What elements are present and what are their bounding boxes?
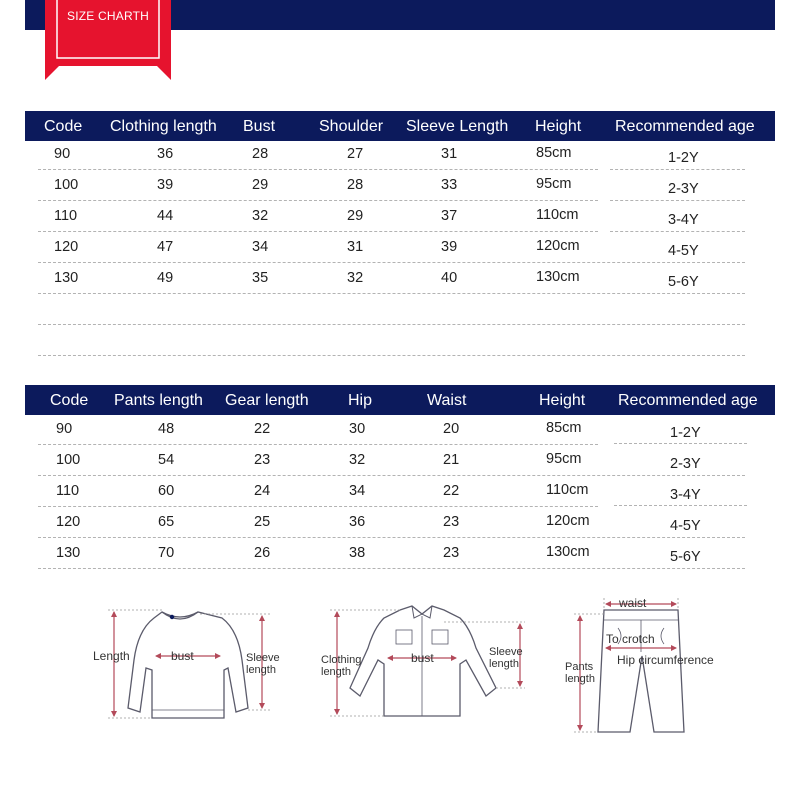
header-code: Code: [50, 392, 89, 409]
table-cell: 120cm: [536, 238, 580, 254]
table-cell: 23: [254, 452, 271, 468]
table-cell: 40: [441, 270, 458, 286]
header-code: Code: [44, 118, 83, 135]
table-cell: 48: [158, 421, 175, 437]
header-hip: Hip: [348, 392, 373, 409]
table-cell: 120: [56, 514, 81, 530]
table-cell: 22: [254, 421, 271, 437]
bottom-table-header: [25, 385, 775, 415]
table-cell: 47: [157, 239, 174, 255]
table-cell: 31: [347, 239, 364, 255]
top-table-header: [25, 111, 775, 141]
row-divider: [38, 293, 745, 294]
table-cell: 130: [54, 270, 79, 286]
table-cell: 26: [254, 545, 271, 561]
table-cell: 24: [254, 483, 271, 499]
table-cell: 3-4Y: [668, 212, 699, 228]
table-cell: 39: [441, 239, 458, 255]
header-height: Height: [535, 118, 582, 135]
table-cell: 65: [158, 514, 175, 530]
row-divider: [610, 231, 745, 232]
table-cell: 85cm: [546, 420, 582, 436]
table-cell: 29: [252, 177, 269, 193]
row-divider: [38, 568, 745, 569]
pants-length-label: Pants length: [565, 661, 595, 685]
row-divider: [38, 506, 598, 507]
header-bust: Bust: [243, 118, 276, 135]
table-cell: 130cm: [546, 544, 590, 560]
table-cell: 90: [54, 146, 71, 162]
table-cell: 34: [349, 483, 366, 499]
table-cell: 23: [443, 545, 460, 561]
row-divider: [38, 324, 745, 325]
table-cell: 28: [347, 177, 364, 193]
table-cell: 44: [157, 208, 174, 224]
header-clothing-length: Clothing length: [110, 118, 217, 135]
shirt-sleeve-label: Sleeve length: [489, 646, 523, 670]
shirt-bust-label: bust: [411, 651, 434, 665]
bottom-size-table: [25, 385, 775, 415]
sweater-length-label: Length: [93, 649, 130, 663]
table-cell: 90: [56, 421, 73, 437]
table-cell: 110: [56, 483, 80, 499]
row-divider: [38, 355, 745, 356]
header-waist: Waist: [427, 392, 467, 409]
row-divider: [38, 475, 745, 476]
table-cell: 25: [254, 514, 271, 530]
table-cell: 100: [56, 452, 81, 468]
pants-hip-label: Hip circumference: [617, 653, 714, 667]
banner-label: SIZE CHARTH: [67, 9, 149, 23]
table-cell: 39: [157, 177, 174, 193]
table-cell: 100: [54, 177, 79, 193]
table-cell: 60: [158, 483, 175, 499]
table-cell: 29: [347, 208, 364, 224]
table-cell: 49: [157, 270, 174, 286]
table-cell: 32: [349, 452, 366, 468]
table-cell: 120cm: [546, 513, 590, 529]
table-cell: 23: [443, 514, 460, 530]
table-cell: 4-5Y: [670, 518, 701, 534]
header-sleeve-length: Sleeve Length: [406, 118, 509, 135]
size-chart-banner: [45, 0, 171, 80]
table-cell: 4-5Y: [668, 243, 699, 259]
table-cell: 2-3Y: [668, 181, 699, 197]
table-cell: 30: [349, 421, 366, 437]
table-cell: 3-4Y: [670, 487, 701, 503]
table-cell: 70: [158, 545, 175, 561]
header-height: Height: [539, 392, 586, 409]
table-cell: 31: [441, 146, 458, 162]
table-cell: 54: [158, 452, 175, 468]
shirt-clothing-length-label: Clothing length: [321, 654, 362, 678]
table-cell: 110: [54, 208, 78, 224]
row-divider: [614, 443, 747, 444]
row-divider: [38, 262, 745, 263]
row-divider: [38, 231, 598, 232]
table-cell: 37: [441, 208, 458, 224]
table-cell: 38: [349, 545, 366, 561]
table-cell: 36: [157, 146, 174, 162]
pants-to-crotch-label: To crotch: [606, 632, 655, 646]
header-gear-length: Gear length: [225, 392, 309, 409]
row-divider: [610, 200, 745, 201]
table-cell: 85cm: [536, 145, 572, 161]
row-divider: [610, 169, 745, 170]
table-cell: 35: [252, 270, 269, 286]
row-divider: [38, 200, 598, 201]
sweater-bust-label: bust: [171, 649, 194, 663]
header-pants-length: Pants length: [114, 392, 203, 409]
table-cell: 34: [252, 239, 269, 255]
top-size-table: [25, 111, 775, 141]
table-cell: 32: [347, 270, 364, 286]
row-divider: [614, 505, 747, 506]
header-recommended-age: Recommended age: [615, 118, 755, 135]
table-cell: 32: [252, 208, 269, 224]
table-cell: 130: [56, 545, 81, 561]
table-cell: 27: [347, 146, 364, 162]
row-divider: [38, 537, 745, 538]
table-cell: 33: [441, 177, 458, 193]
table-cell: 2-3Y: [670, 456, 701, 472]
table-cell: 110cm: [536, 207, 579, 223]
table-cell: 130cm: [536, 269, 580, 285]
table-cell: 5-6Y: [670, 549, 701, 565]
table-cell: 22: [443, 483, 460, 499]
table-cell: 28: [252, 146, 269, 162]
table-cell: 21: [443, 452, 460, 468]
table-cell: 95cm: [546, 451, 582, 467]
table-cell: 110cm: [546, 482, 589, 498]
row-divider: [38, 444, 598, 445]
table-cell: 20: [443, 421, 460, 437]
table-cell: 5-6Y: [668, 274, 699, 290]
header-recommended-age: Recommended age: [618, 392, 758, 409]
header-shoulder: Shoulder: [319, 118, 384, 135]
table-cell: 36: [349, 514, 366, 530]
table-cell: 1-2Y: [670, 425, 701, 441]
table-cell: 1-2Y: [668, 150, 699, 166]
pants-waist-label: waist: [619, 596, 647, 610]
table-cell: 95cm: [536, 176, 572, 192]
row-divider: [38, 169, 598, 170]
table-cell: 120: [54, 239, 79, 255]
sweater-sleeve-label: Sleeve length: [246, 652, 280, 676]
